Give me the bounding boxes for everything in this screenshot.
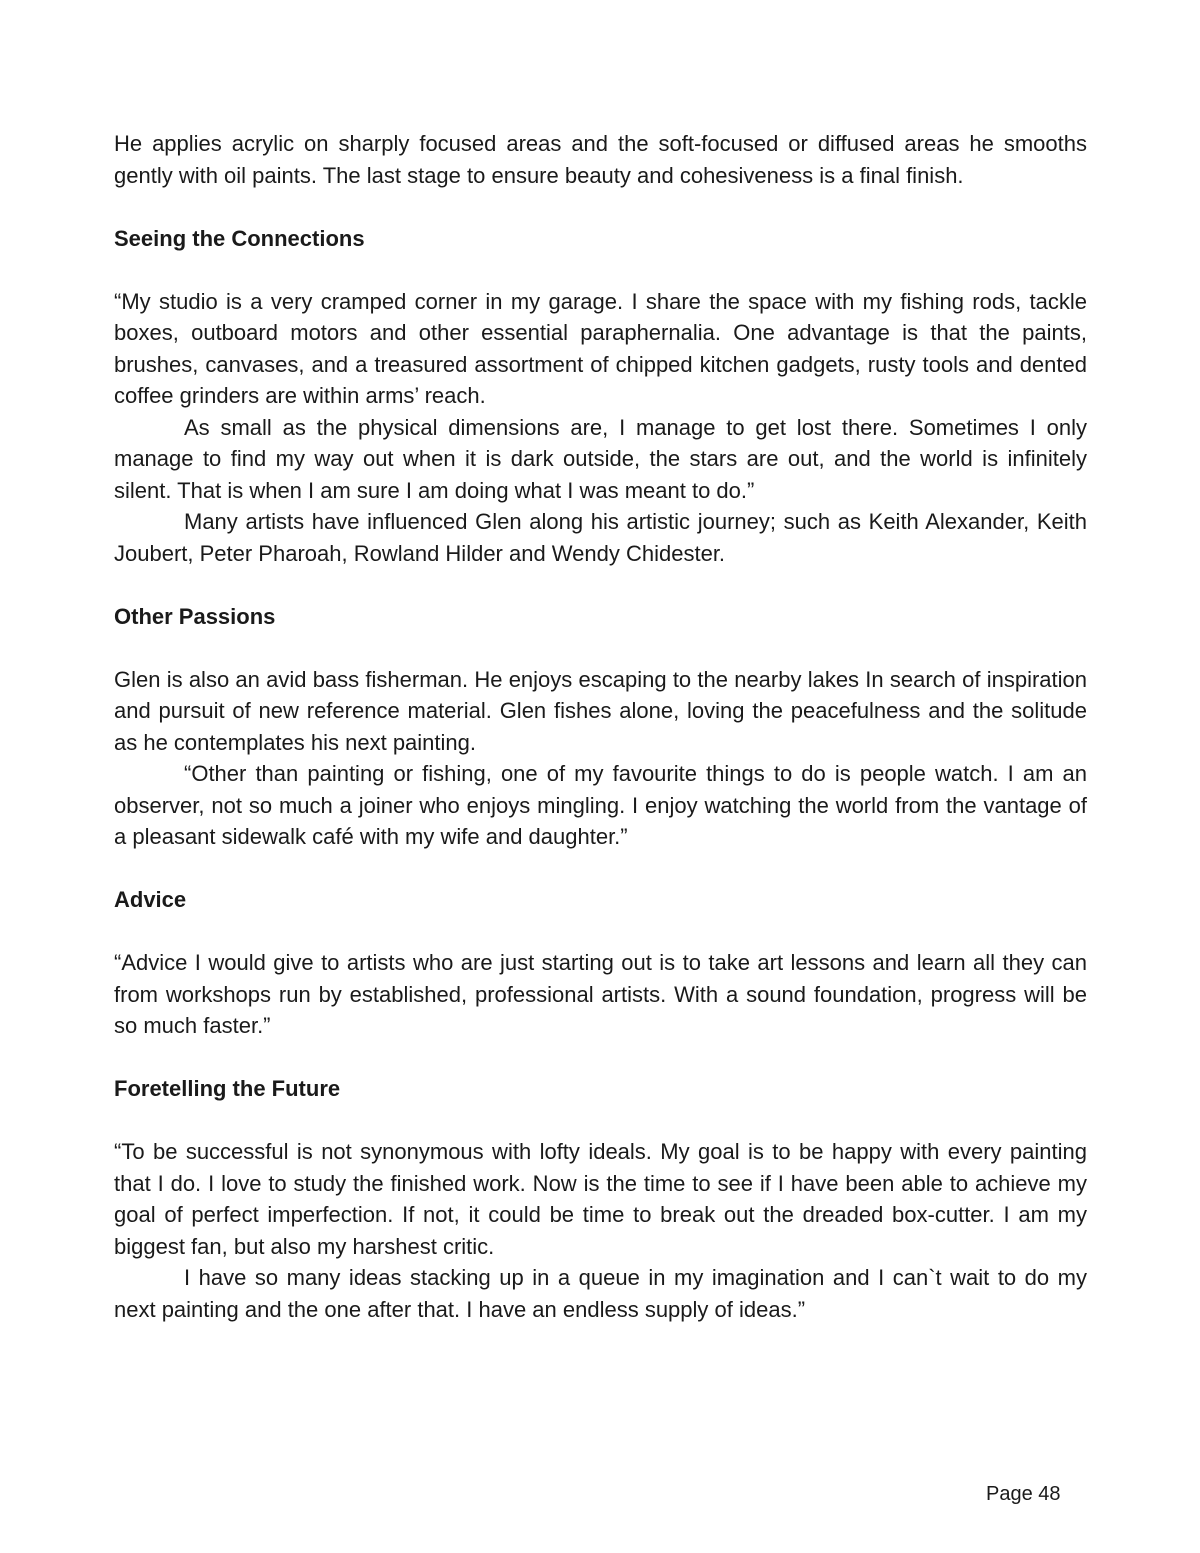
spacer <box>114 569 1087 601</box>
spacer <box>114 191 1087 223</box>
spacer <box>114 1105 1087 1137</box>
page-content <box>114 128 1087 1325</box>
paragraph-intro: He applies acrylic on sharply focused areas and the soft-focused or diffused areas he smooths gently with oil paints. The last stage to ensure beauty and cohesiveness is a final finish. <box>114 131 1087 188</box>
paragraph-fisherman: Glen is also an avid bass fisherman. He enjoys escaping to the nearby lakes In search of inspiration and pursuit of new reference material. Glen fishes alone, loving the peacefulness and the solitude as he contemplates his next painting. <box>114 666 1087 755</box>
paragraph-studio: “My studio is a very cramped corner in my garage. I share the space with my fishing rods, tackle boxes, outboard motors and other essential paraphernalia. One advantage is that the paints, brushes, canvases, and a treasured assortment of chipped kitchen gadgets, rusty tools and dented coffee grinders are within arms’ reach. <box>114 288 1087 408</box>
heading-advice: Advice <box>114 887 187 912</box>
paragraph-success: “To be successful is not synonymous with lofty ideals. My goal is to be happy with every painting that I do. I love to study the finished work. Now is the time to see if I have been able to achieve my goal of perfect imperfection. If not, it could be time to break out the dreaded box-cutter. I am my biggest fan, but also my harshest critic. <box>114 1139 1087 1259</box>
page-number: Page 48 <box>986 1483 1061 1505</box>
heading-seeing-the-connections: Seeing the Connections <box>114 225 365 251</box>
spacer <box>114 1042 1087 1074</box>
paragraph-people-watch: “Other than painting or fishing, one of my favourite things to do is people watch. I am an observer, not so much a joiner who enjoys mingling. I enjoy watching the world from the vantage of a pleasant sidewalk café with my wife and daughter.” <box>114 761 1087 849</box>
paragraph-get-lost: As small as the physical dimensions are, I manage to get lost there. Sometimes I only manage to find my way out when it is dark outside, the stars are out, and the world is infinitely silent. That is when I am sure I am doing what I was meant to do.” <box>114 414 1087 503</box>
paragraph-advice: “Advice I would give to artists who are just starting out is to take art lessons and learn all they can from workshops run by established, professional artists. With a sound foundation, progress will be so much faster.” <box>114 950 1087 1038</box>
spacer <box>114 632 1087 664</box>
heading-other-passions: Other Passions <box>114 603 276 629</box>
paragraph-ideas: I have so many ideas stacking up in a queue in my imagination and I can`t wait to do my next painting and the one after that. I have an endless supply of ideas.” <box>114 1265 1087 1322</box>
paragraph-influences: Many artists have influenced Glen along his artistic journey; such as Keith Alexander, Keith Joubert, Peter Pharoah, Rowland Hilder and Wendy Chidester. <box>114 509 1087 566</box>
spacer <box>114 853 1087 885</box>
spacer <box>114 254 1087 286</box>
heading-foretelling-the-future: Foretelling the Future <box>114 1076 341 1101</box>
spacer <box>114 916 1087 948</box>
